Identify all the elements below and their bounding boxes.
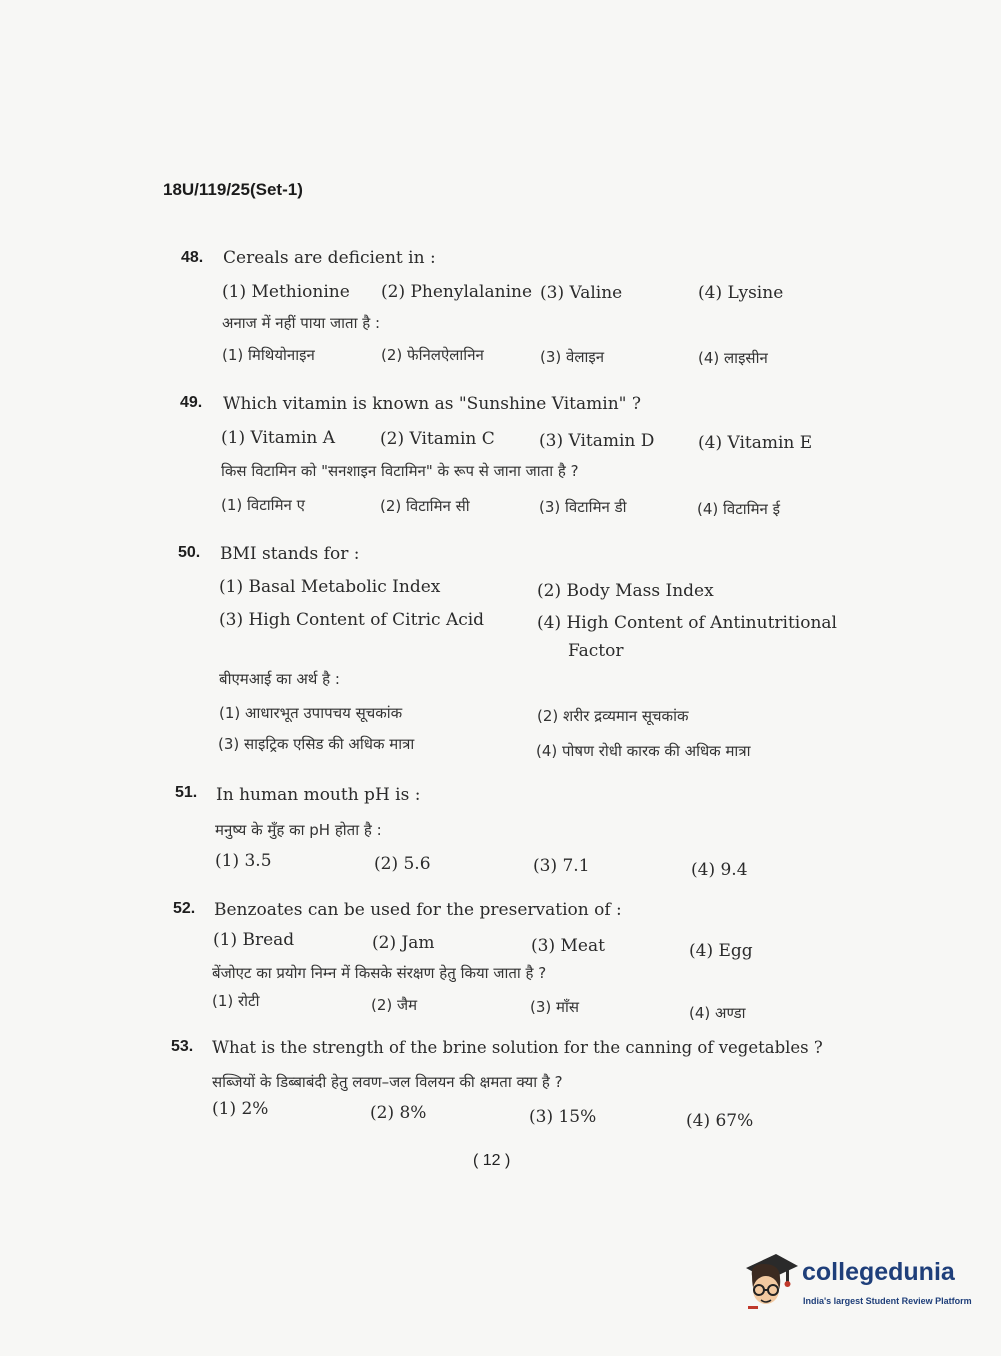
- option-2-hindi: (2) विटामिन सी: [380, 497, 470, 515]
- option-4-hindi: (4) विटामिन ई: [697, 500, 780, 518]
- option-2: (2) Vitamin C: [380, 429, 495, 449]
- option-3: (3) Meat: [531, 936, 605, 956]
- question-text: What is the strength of the brine solution for the canning of vegetables ?: [212, 1038, 823, 1057]
- option-4: (4) High Content of Antinutritional: [537, 613, 837, 633]
- option-4: (4) 9.4: [691, 860, 748, 880]
- option-1-hindi: (1) आधारभूत उपापचय सूचकांक: [219, 704, 403, 722]
- option-1: (1) 2%: [212, 1099, 269, 1119]
- question-text-hindi: बेंजोएट का प्रयोग निम्न में किसके संरक्षण हेतु किया जाता है ?: [212, 964, 547, 982]
- option-2: (2) Phenylalanine: [381, 282, 533, 302]
- option-3-hindi: (3) वेलाइन: [540, 348, 605, 366]
- option-2-hindi: (2) फेनिलऐलानिन: [381, 346, 484, 364]
- option-3: (3) Valine: [540, 283, 623, 303]
- question-number: 50.: [178, 544, 201, 561]
- question-text-hindi: किस विटामिन को "सनशाइन विटामिन" के रूप से जाना जाता है ?: [221, 462, 579, 480]
- option-1-hindi: (1) विटामिन ए: [221, 496, 305, 514]
- option-2: (2) Body Mass Index: [537, 581, 714, 601]
- brand-tagline: India's largest Student Review Platform: [803, 1296, 972, 1306]
- option-4: (4) Egg: [689, 941, 753, 961]
- option-4-hindi: (4) लाइसीन: [698, 349, 768, 367]
- option-2-hindi: (2) जैम: [371, 996, 418, 1014]
- paper-code: 18U/119/25(Set-1): [163, 180, 303, 199]
- option-3: (3) 15%: [529, 1107, 597, 1127]
- question-text-hindi: सब्जियों के डिब्बाबंदी हेतु लवण–जल विलयन की क्षमता क्या है ?: [212, 1073, 563, 1091]
- brand-name: collegedunia: [802, 1258, 955, 1286]
- mascot-icon: [742, 1250, 800, 1312]
- question-text-hindi: बीएमआई का अर्थ है :: [219, 670, 340, 688]
- question-text-hindi: अनाज में नहीं पाया जाता है :: [222, 314, 381, 332]
- option-4-hindi: (4) अण्डा: [689, 1004, 746, 1022]
- option-2: (2) Jam: [372, 933, 435, 953]
- page-number: ( 12 ): [473, 1152, 511, 1169]
- question-text: Cereals are deficient in :: [223, 248, 436, 268]
- option-3-hindi: (3) विटामिन डी: [539, 498, 627, 516]
- option-2-hindi: (2) शरीर द्रव्यमान सूचकांक: [537, 707, 689, 725]
- option-2: (2) 5.6: [374, 854, 431, 874]
- option-1: (1) Methionine: [222, 282, 350, 302]
- question-text: Benzoates can be used for the preservation of :: [214, 900, 622, 920]
- question-text: In human mouth pH is :: [216, 785, 421, 805]
- option-1: (1) Vitamin A: [221, 428, 336, 448]
- option-4: (4) Lysine: [698, 283, 784, 303]
- option-4: (4) 67%: [686, 1111, 754, 1131]
- question-text-hindi: मनुष्य के मुँह का pH होता है :: [215, 821, 382, 839]
- question-number: 53.: [171, 1038, 194, 1055]
- option-3: (3) High Content of Citric Acid: [219, 610, 485, 630]
- option-2: (2) 8%: [370, 1103, 427, 1123]
- question-text: Which vitamin is known as "Sunshine Vitamin" ?: [223, 394, 641, 414]
- option-3: (3) Vitamin D: [539, 431, 655, 451]
- option-1: (1) Basal Metabolic Index: [219, 577, 441, 597]
- option-4: (4) Vitamin E: [698, 433, 813, 453]
- option-4-continued: Factor: [568, 641, 624, 661]
- question-number: 49.: [180, 394, 203, 411]
- question-text: BMI stands for :: [220, 544, 360, 564]
- option-3: (3) 7.1: [533, 856, 590, 876]
- option-1: (1) 3.5: [215, 851, 272, 871]
- question-number: 48.: [181, 249, 204, 266]
- option-3-hindi: (3) साइट्रिक एसिड की अधिक मात्रा: [218, 735, 415, 753]
- option-1: (1) Bread: [213, 930, 295, 950]
- question-number: 51.: [175, 784, 198, 801]
- option-1-hindi: (1) मिथियोनाइन: [222, 346, 315, 364]
- option-3-hindi: (3) माँस: [530, 998, 580, 1016]
- collegedunia-logo[interactable]: [742, 1250, 972, 1320]
- question-number: 52.: [173, 900, 196, 917]
- option-1-hindi: (1) रोटी: [212, 992, 260, 1010]
- option-4-hindi: (4) पोषण रोधी कारक की अधिक मात्रा: [536, 742, 751, 760]
